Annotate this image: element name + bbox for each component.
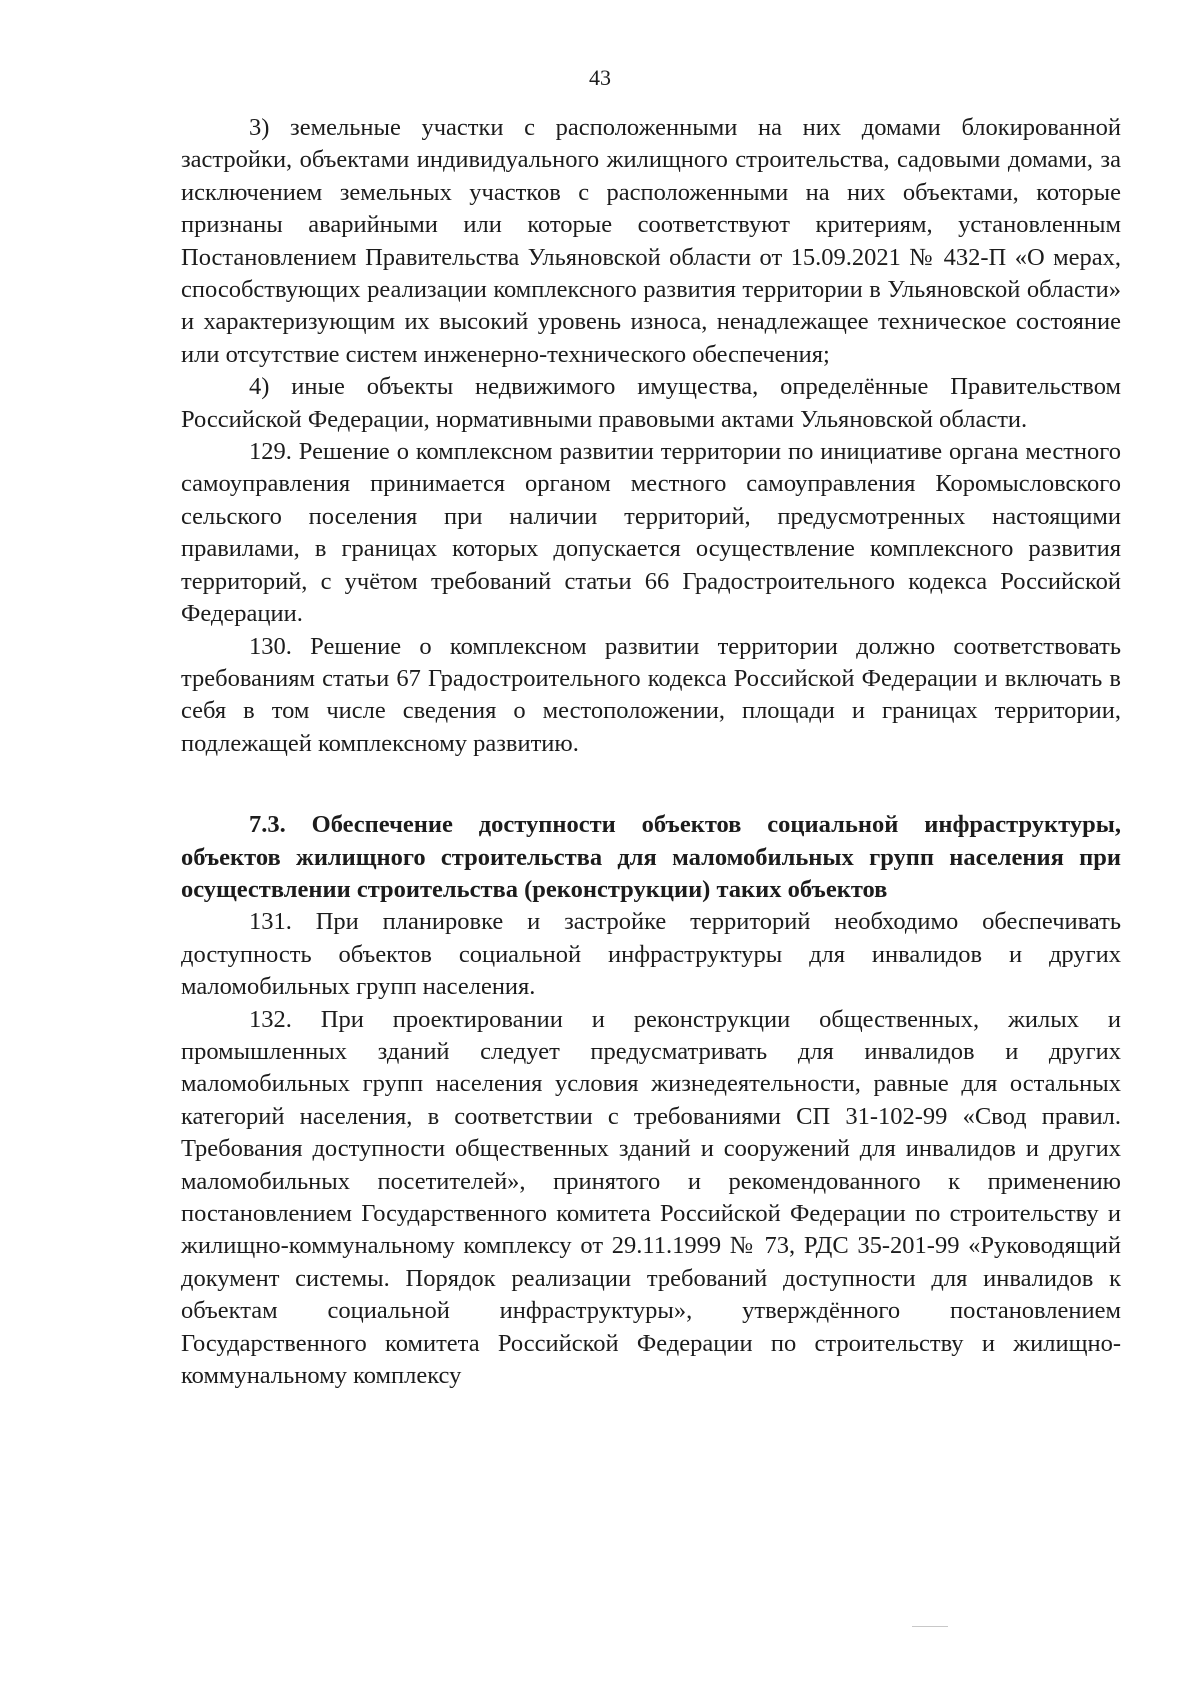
- paragraph-129: 129. Решение о комплексном развитии территории по инициативе органа местного самоуправления принимается органом местного самоуправления Коромысловского сельского поселения при наличии территорий, предусмотренных настоящими правилами, в границах которых допускается осуществление комплексного развития территорий, с учётом требований статьи 66 Градостроительного кодекса Российской Федерации.: [181, 438, 1121, 628]
- page-number: 43: [589, 65, 611, 90]
- section-heading-7-3: 7.3. Обеспечение доступности объектов социальной инфраструктуры, объектов жилищного строительства для маломобильных групп населения при осуществлении строительства (реконструкции) таких объектов: [181, 811, 1121, 903]
- scan-artifact: [912, 1626, 948, 1627]
- paragraph-132: 132. При проектировании и реконструкции общественных, жилых и промышленных зданий следует предусматривать для инвалидов и других маломобильных групп населения условия жизнедеятельности, равные для остальных категорий населения, в соответствии с требованиями СП 31-102-99 «Свод правил. Требования доступности общественных зданий и сооружений для инвалидов и других маломобильных посетителей», принятого и рекомендованного к применению постановлением Государственного комитета Российской Федерации по строительству и жилищно-коммунальному комплексу от 29.11.1999 № 73, РДС 35-201-99 «Руководящий документ системы. Порядок реализации требований доступности для инвалидов к объектам социальной инфраструктуры», утверждённого постановлением Государственного комитета Российской Федерации по строительству и жилищно-коммунальному комплексу: [181, 1005, 1121, 1390]
- list-item-4: 4) иные объекты недвижимого имущества, определённые Правительством Российской Федерации, нормативными правовыми актами Ульяновской области.: [181, 373, 1121, 433]
- list-item-3: 3) земельные участки с расположенными на них домами блокированной застройки, объектами индивидуального жилищного строительства, садовыми домами, за исключением земельных участков с расположенными на них объектами, которые признаны аварийными или которые соответствуют критериям, установленным Постановлением Правительства Ульяновской области от 15.09.2021 № 432-П «О мерах, способствующих реализации комплексного развития территории в Ульяновской области» и характеризующим их высокий уровень износа, ненадлежащее техническое состояние или отсутствие систем инженерно-технического обеспечения;: [181, 114, 1121, 368]
- paragraph-130: 130. Решение о комплексном развитии территории должно соответствовать требованиям статьи 67 Градостроительного кодекса Российской Федерации и включать в себя в том числе сведения о местоположении, площади и границах территории, подлежащей комплексному развитию.: [181, 632, 1121, 757]
- document-body: [181, 112, 1121, 1392]
- paragraph-131: 131. При планировке и застройке территорий необходимо обеспечивать доступность объектов социальной инфраструктуры для инвалидов и других маломобильных групп населения.: [181, 908, 1121, 1001]
